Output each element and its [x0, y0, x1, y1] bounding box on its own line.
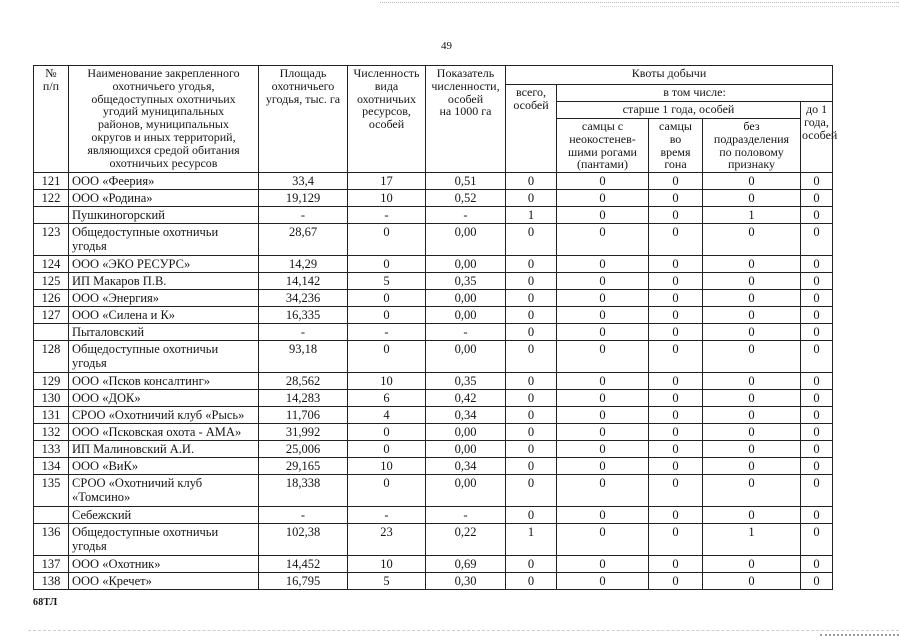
quota-total: 0 [506, 458, 557, 475]
table-row [34, 458, 833, 475]
quota-males-rut: 0 [649, 458, 703, 475]
area-value: 11,706 [259, 407, 348, 424]
table-row [34, 190, 833, 207]
district-row [34, 507, 833, 524]
quota-males-antlers: 0 [557, 341, 649, 373]
quota-under-one-year: 0 [801, 524, 833, 556]
table-row [34, 290, 833, 307]
density-value: 0,52 [426, 190, 506, 207]
quota-total: 0 [506, 224, 557, 256]
quota-total: 0 [506, 324, 557, 341]
density-value: - [426, 207, 506, 224]
row-number: 124 [34, 256, 69, 273]
quota-under-one-year: 0 [801, 407, 833, 424]
quota-males-rut: 0 [649, 475, 703, 507]
density-value: 0,34 [426, 458, 506, 475]
quota-table [33, 65, 838, 590]
row-number: 122 [34, 190, 69, 207]
table-row [34, 573, 833, 590]
table-row [34, 224, 833, 256]
row-number: 123 [34, 224, 69, 256]
density-value: 0,00 [426, 424, 506, 441]
header-males-antlers: самцы с неокостенев- шими рогами (пантами) [557, 119, 649, 173]
area-value: 14,283 [259, 390, 348, 407]
population-value: 0 [348, 441, 426, 458]
quota-no-sex-division: 0 [703, 273, 801, 290]
population-value: 4 [348, 407, 426, 424]
population-value: 6 [348, 390, 426, 407]
quota-total: 0 [506, 290, 557, 307]
table-row [34, 475, 833, 507]
row-number: 134 [34, 458, 69, 475]
quota-no-sex-division: 0 [703, 556, 801, 573]
quota-no-sex-division: 0 [703, 224, 801, 256]
density-value: 0,69 [426, 556, 506, 573]
quota-males-antlers: 0 [557, 256, 649, 273]
quota-under-one-year: 0 [801, 173, 833, 190]
hunting-ground-name: ООО «Псковская охота - АМА» [69, 424, 259, 441]
quota-total: 0 [506, 475, 557, 507]
row-number: 129 [34, 373, 69, 390]
quota-under-one-year: 0 [801, 341, 833, 373]
hunting-ground-name: Общедоступные охотничьи угодья [69, 224, 259, 256]
table-row [34, 173, 833, 190]
quota-males-rut: 0 [649, 373, 703, 390]
density-value: 0,35 [426, 273, 506, 290]
quota-males-antlers: 0 [557, 173, 649, 190]
density-value: 0,00 [426, 341, 506, 373]
row-number: 135 [34, 475, 69, 507]
row-number: 125 [34, 273, 69, 290]
quota-total: 0 [506, 373, 557, 390]
population-value: 0 [348, 341, 426, 373]
quota-males-antlers: 0 [557, 475, 649, 507]
hunting-ground-name: Пыталовский [69, 324, 259, 341]
area-value: 93,18 [259, 341, 348, 373]
row-number: 133 [34, 441, 69, 458]
area-value: - [259, 324, 348, 341]
quota-no-sex-division: 1 [703, 524, 801, 556]
quota-total: 1 [506, 524, 557, 556]
quota-no-sex-division: 0 [703, 475, 801, 507]
quota-no-sex-division: 0 [703, 573, 801, 590]
area-value: - [259, 207, 348, 224]
quota-males-antlers: 0 [557, 556, 649, 573]
table-row [34, 273, 833, 290]
quota-no-sex-division: 0 [703, 424, 801, 441]
area-value: 18,338 [259, 475, 348, 507]
quota-under-one-year: 0 [801, 458, 833, 475]
quota-under-one-year: 0 [801, 324, 833, 341]
density-value: 0,35 [426, 373, 506, 390]
density-value: - [426, 507, 506, 524]
density-value: 0,22 [426, 524, 506, 556]
population-value: 5 [348, 273, 426, 290]
population-value: 10 [348, 190, 426, 207]
quota-under-one-year: 0 [801, 573, 833, 590]
scan-artifact-bottom [28, 630, 899, 631]
table-row [34, 556, 833, 573]
quota-males-rut: 0 [649, 524, 703, 556]
quota-males-rut: 0 [649, 207, 703, 224]
quota-under-one-year: 0 [801, 507, 833, 524]
table-row [34, 407, 833, 424]
area-value: 28,67 [259, 224, 348, 256]
table-row [34, 256, 833, 273]
quota-males-rut: 0 [649, 307, 703, 324]
hunting-ground-name: ИП Малиновский А.И. [69, 441, 259, 458]
table-row [34, 524, 833, 556]
page-number: 49 [441, 40, 452, 52]
district-row [34, 324, 833, 341]
quota-males-antlers: 0 [557, 424, 649, 441]
quota-males-antlers: 0 [557, 224, 649, 256]
density-value: 0,00 [426, 441, 506, 458]
quota-under-one-year: 0 [801, 475, 833, 507]
quota-males-rut: 0 [649, 556, 703, 573]
hunting-ground-name: ООО «Энергия» [69, 290, 259, 307]
density-value: 0,30 [426, 573, 506, 590]
quota-males-rut: 0 [649, 424, 703, 441]
table-row [34, 441, 833, 458]
density-value: 0,00 [426, 475, 506, 507]
hunting-ground-name: ООО «ЭКО РЕСУРС» [69, 256, 259, 273]
table-row [34, 341, 833, 373]
footer-code: 68ТЛ [33, 597, 58, 608]
quota-total: 0 [506, 273, 557, 290]
quota-males-antlers: 0 [557, 407, 649, 424]
hunting-ground-name: СРОО «Охотничий клуб «Томсино» [69, 475, 259, 507]
quota-under-one-year: 0 [801, 373, 833, 390]
quota-no-sex-division: 0 [703, 341, 801, 373]
row-number: 126 [34, 290, 69, 307]
hunting-ground-name: ООО «Феерия» [69, 173, 259, 190]
quota-under-one-year: 0 [801, 556, 833, 573]
quota-no-sex-division: 0 [703, 190, 801, 207]
scan-artifact-top [380, 2, 899, 3]
quota-no-sex-division: 0 [703, 256, 801, 273]
quota-no-sex-division: 1 [703, 207, 801, 224]
hunting-ground-name: ООО «Охотник» [69, 556, 259, 573]
quota-males-rut: 0 [649, 441, 703, 458]
area-value: 19,129 [259, 190, 348, 207]
header-quota-total: всего, особей [506, 85, 557, 173]
density-value: 0,42 [426, 390, 506, 407]
quota-males-antlers: 0 [557, 441, 649, 458]
population-value: 10 [348, 556, 426, 573]
population-value: 10 [348, 373, 426, 390]
quota-males-rut: 0 [649, 573, 703, 590]
row-number: 137 [34, 556, 69, 573]
quota-under-one-year: 0 [801, 290, 833, 307]
quota-under-one-year: 0 [801, 224, 833, 256]
quota-under-one-year: 0 [801, 307, 833, 324]
quota-males-antlers: 0 [557, 190, 649, 207]
quota-total: 0 [506, 556, 557, 573]
area-value: 14,29 [259, 256, 348, 273]
population-value: 0 [348, 256, 426, 273]
quota-no-sex-division: 0 [703, 324, 801, 341]
row-number: 121 [34, 173, 69, 190]
hunting-ground-name: ООО «Кречет» [69, 573, 259, 590]
quota-males-antlers: 0 [557, 324, 649, 341]
header-males-rut: самцы во время гона [649, 119, 703, 173]
table-header [34, 66, 838, 173]
quota-total: 0 [506, 407, 557, 424]
quota-males-antlers: 0 [557, 290, 649, 307]
area-value: 16,795 [259, 573, 348, 590]
quota-total: 0 [506, 173, 557, 190]
quota-total: 0 [506, 507, 557, 524]
population-value: - [348, 507, 426, 524]
table-body [34, 173, 833, 590]
population-value: 10 [348, 458, 426, 475]
quota-males-rut: 0 [649, 173, 703, 190]
area-value: 34,236 [259, 290, 348, 307]
header-hunting-ground-name: Наименование закрепленного охотничьего угодья, общедоступных охотничьих угодий муниципальных районов, муниципальных округов и иных территорий, являющихся средой обитания охотничьих ресурсов [69, 66, 259, 173]
area-value: 33,4 [259, 173, 348, 190]
row-number: 130 [34, 390, 69, 407]
header-density: Показатель численности, особей на 1000 га [426, 66, 506, 173]
quota-total: 0 [506, 390, 557, 407]
hunting-ground-name: Общедоступные охотничьи угодья [69, 341, 259, 373]
population-value: - [348, 207, 426, 224]
table-row [34, 390, 833, 407]
quota-total: 0 [506, 190, 557, 207]
area-value: 14,452 [259, 556, 348, 573]
quota-total: 0 [506, 573, 557, 590]
quota-total: 1 [506, 207, 557, 224]
quota-males-antlers: 0 [557, 373, 649, 390]
population-value: 0 [348, 424, 426, 441]
row-number [34, 207, 69, 224]
population-value: 0 [348, 290, 426, 307]
table-row [34, 307, 833, 324]
quota-males-rut: 0 [649, 407, 703, 424]
population-value: - [348, 324, 426, 341]
hunting-ground-name: Пушкиногорский [69, 207, 259, 224]
row-number [34, 507, 69, 524]
quota-no-sex-division: 0 [703, 458, 801, 475]
area-value: 25,006 [259, 441, 348, 458]
quota-total: 0 [506, 441, 557, 458]
header-including: в том числе: [557, 85, 833, 102]
quota-under-one-year: 0 [801, 441, 833, 458]
header-no-sex-division: без подразделения по половому признаку [703, 119, 801, 173]
district-row [34, 207, 833, 224]
quota-under-one-year: 0 [801, 424, 833, 441]
density-value: 0,00 [426, 224, 506, 256]
quota-total: 0 [506, 341, 557, 373]
population-value: 23 [348, 524, 426, 556]
population-value: 5 [348, 573, 426, 590]
quota-no-sex-division: 0 [703, 373, 801, 390]
quota-total: 0 [506, 424, 557, 441]
area-value: 16,335 [259, 307, 348, 324]
quota-no-sex-division: 0 [703, 507, 801, 524]
population-value: 17 [348, 173, 426, 190]
area-value: 102,38 [259, 524, 348, 556]
table-row [34, 424, 833, 441]
scan-artifact-top-secondary [600, 6, 899, 7]
hunting-ground-name: Общедоступные охотничьи угодья [69, 524, 259, 556]
quota-no-sex-division: 0 [703, 290, 801, 307]
quota-males-rut: 0 [649, 256, 703, 273]
hunting-ground-name: ООО «ДОК» [69, 390, 259, 407]
area-value: 14,142 [259, 273, 348, 290]
density-value: 0,00 [426, 256, 506, 273]
quota-under-one-year: 0 [801, 273, 833, 290]
density-value: - [426, 324, 506, 341]
area-value: 31,992 [259, 424, 348, 441]
quota-no-sex-division: 0 [703, 441, 801, 458]
quota-under-one-year: 0 [801, 207, 833, 224]
population-value: 0 [348, 307, 426, 324]
hunting-ground-name: ИП Макаров П.В. [69, 273, 259, 290]
hunting-ground-name: ООО «ВиК» [69, 458, 259, 475]
population-value: 0 [348, 475, 426, 507]
hunting-ground-name: ООО «Силена и К» [69, 307, 259, 324]
quota-males-antlers: 0 [557, 524, 649, 556]
quota-males-antlers: 0 [557, 207, 649, 224]
row-number [34, 324, 69, 341]
row-number: 127 [34, 307, 69, 324]
quota-males-rut: 0 [649, 341, 703, 373]
header-quota: Квоты добычи [506, 66, 833, 85]
row-number: 131 [34, 407, 69, 424]
quota-total: 0 [506, 307, 557, 324]
quota-males-antlers: 0 [557, 573, 649, 590]
quota-under-one-year: 0 [801, 256, 833, 273]
quota-males-rut: 0 [649, 324, 703, 341]
row-number: 136 [34, 524, 69, 556]
scan-artifact-bottom-right [820, 634, 899, 636]
density-value: 0,34 [426, 407, 506, 424]
row-number: 138 [34, 573, 69, 590]
quota-males-rut: 0 [649, 190, 703, 207]
hunting-ground-name: Себежский [69, 507, 259, 524]
area-value: 29,165 [259, 458, 348, 475]
density-value: 0,00 [426, 290, 506, 307]
density-value: 0,00 [426, 307, 506, 324]
header-area: Площадь охотничьего угодья, тыс. га [259, 66, 348, 173]
table-row [34, 373, 833, 390]
quota-males-antlers: 0 [557, 458, 649, 475]
row-number: 132 [34, 424, 69, 441]
area-value: 28,562 [259, 373, 348, 390]
hunting-ground-name: ООО «Псков консалтинг» [69, 373, 259, 390]
quota-no-sex-division: 0 [703, 173, 801, 190]
header-under-one-year: до 1 года, особей [801, 102, 833, 173]
row-number: 128 [34, 341, 69, 373]
quota-males-antlers: 0 [557, 307, 649, 324]
quota-total: 0 [506, 256, 557, 273]
quota-no-sex-division: 0 [703, 390, 801, 407]
hunting-ground-name: СРОО «Охотничий клуб «Рысь» [69, 407, 259, 424]
header-population: Численность вида охотничьих ресурсов, особей [348, 66, 426, 173]
quota-males-rut: 0 [649, 290, 703, 307]
quota-under-one-year: 0 [801, 190, 833, 207]
header-older-than-one-year: старше 1 года, особей [557, 102, 801, 119]
population-value: 0 [348, 224, 426, 256]
quota-males-rut: 0 [649, 390, 703, 407]
hunting-ground-name: ООО «Родина» [69, 190, 259, 207]
quota-no-sex-division: 0 [703, 307, 801, 324]
quota-under-one-year: 0 [801, 390, 833, 407]
quota-males-rut: 0 [649, 507, 703, 524]
quota-males-antlers: 0 [557, 273, 649, 290]
quota-males-antlers: 0 [557, 507, 649, 524]
quota-no-sex-division: 0 [703, 407, 801, 424]
area-value: - [259, 507, 348, 524]
quota-males-rut: 0 [649, 224, 703, 256]
quota-males-rut: 0 [649, 273, 703, 290]
quota-males-antlers: 0 [557, 390, 649, 407]
header-number: № п/п [34, 66, 69, 173]
density-value: 0,51 [426, 173, 506, 190]
